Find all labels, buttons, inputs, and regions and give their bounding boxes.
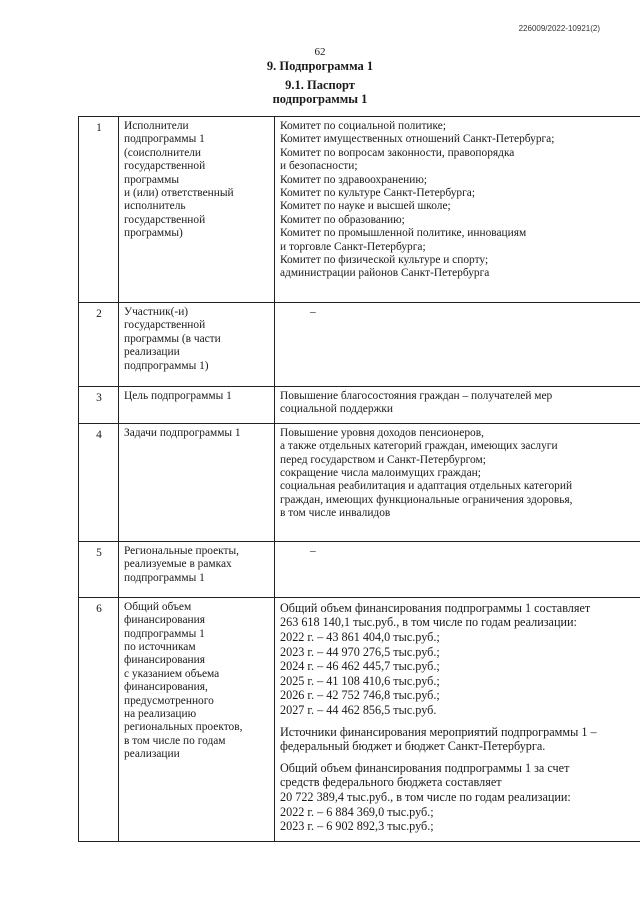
label-line: Цель подпрограммы 1: [124, 390, 232, 402]
value-line: перед государством и Санкт-Петербургом;: [280, 453, 486, 466]
label-line: Региональные проекты,: [124, 544, 240, 557]
label-line: программы): [124, 227, 183, 240]
value-line: 2027 г. – 44 462 856,5 тыс.руб.: [280, 702, 437, 717]
label-line: реализации: [124, 748, 180, 761]
value-line: Комитет по образованию;: [280, 213, 405, 226]
value-line: Комитет по культуре Санкт-Петербурга;: [280, 187, 476, 200]
label-line: предусмотренного: [124, 694, 214, 707]
label-line: исполнитель: [124, 200, 186, 213]
label-line: Исполнители: [124, 120, 189, 132]
label-line: Задачи подпрограммы 1: [124, 426, 241, 439]
label-line: государственной: [124, 160, 206, 173]
row-number: 4: [79, 423, 119, 541]
passport-heading-line2: подпрограммы 1: [272, 92, 368, 106]
value-line: –: [310, 544, 316, 557]
value-line: Комитет имущественных отношений Санкт-Петербурга;: [280, 133, 555, 146]
value-line: Источники финансирования мероприятий подпрограммы 1 –: [280, 724, 597, 739]
value-line: социальной поддержки: [280, 403, 394, 416]
label-line: государственной: [124, 319, 206, 332]
passport-heading-line1: 9.1. Паспорт: [285, 78, 355, 92]
value-line: 2022 г. – 6 884 369,0 тыс.руб.;: [280, 804, 434, 819]
table-row: [79, 117, 640, 303]
value-line: Общий объем финансирования подпрограммы 1 за счет: [280, 760, 570, 775]
label-line: программы: [124, 173, 179, 186]
passport-heading: [0, 78, 640, 106]
value-line: 2026 г. – 42 752 746,8 тыс.руб.;: [280, 688, 440, 703]
label-line: Участник(-и): [124, 306, 189, 318]
section-heading: 9. Подпрограмма 1: [266, 59, 374, 73]
row-value: [275, 387, 640, 424]
page-number: 62: [314, 46, 326, 58]
value-line: –: [310, 306, 316, 318]
row-value: [275, 423, 640, 541]
row-number: 5: [79, 541, 119, 597]
row-number: 3: [79, 387, 119, 424]
label-line: и (или) ответственный: [124, 187, 234, 200]
value-line: в том числе инвалидов: [280, 507, 391, 520]
value-line: сокращение числа малоимущих граждан;: [280, 467, 481, 480]
value-line: 2023 г. – 6 902 892,3 тыс.руб.;: [280, 819, 434, 834]
label-line: государственной: [124, 213, 206, 226]
value-line: Комитет по вопросам законности, правопорядка: [280, 146, 515, 159]
row-value: [275, 597, 640, 841]
row-label: [119, 117, 275, 303]
label-line: реализуемые в рамках: [124, 558, 232, 571]
value-line: 2025 г. – 41 108 410,6 тыс.руб.;: [280, 673, 440, 688]
value-line: Комитет по здравоохранению;: [280, 173, 428, 186]
row-label: [119, 303, 275, 387]
row-label: [119, 597, 275, 841]
label-line: реализации: [124, 346, 180, 359]
value-line: и безопасности;: [280, 160, 358, 173]
value-line: 263 618 140,1 тыс.руб., в том числе по годам реализации:: [280, 615, 577, 630]
row-number: 1: [79, 117, 119, 303]
value-line: Комитет по промышленной политике, инновациям: [280, 227, 527, 240]
label-line: (соисполнители: [124, 146, 202, 159]
row-value: [275, 541, 640, 597]
value-line: федеральный бюджет и бюджет Санкт-Петербурга.: [280, 739, 546, 754]
row-label: [119, 423, 275, 541]
label-line: подпрограммы 1: [124, 571, 205, 584]
row-label: [119, 541, 275, 597]
label-line: Общий объем: [124, 600, 192, 613]
value-line: 20 722 389,4 тыс.руб., в том числе по годам реализации:: [280, 789, 571, 804]
passport-table: [78, 116, 640, 842]
row-label: [119, 387, 275, 424]
row-value: [275, 117, 640, 303]
document-id: 226009/2022-10921(2): [518, 24, 600, 33]
value-line: Повышение благосостояния граждан – получателей мер: [280, 390, 553, 402]
table-row: [79, 541, 640, 597]
table-row: [79, 597, 640, 841]
label-line: региональных проектов,: [124, 721, 243, 734]
value-line: Комитет по социальной политике;: [280, 120, 446, 132]
label-line: финансирования: [124, 654, 205, 667]
value-line: и торговле Санкт-Петербурга;: [280, 240, 426, 253]
value-line: 2023 г. – 44 970 276,5 тыс.руб.;: [280, 644, 440, 659]
row-number: 6: [79, 597, 119, 841]
value-line: Общий объем финансирования подпрограммы 1 составляет: [280, 600, 591, 615]
table-row: [79, 303, 640, 387]
label-line: финансирования,: [124, 681, 208, 694]
value-line: социальная реабилитация и адаптация отдельных категорий: [280, 480, 573, 493]
label-line: подпрограммы 1): [124, 359, 209, 372]
label-line: подпрограммы 1: [124, 133, 205, 146]
label-line: финансирования: [124, 614, 205, 627]
value-line: средств федерального бюджета составляет: [280, 775, 502, 790]
value-line: граждан, имеющих функциональные ограничения здоровья,: [280, 493, 573, 506]
label-line: программы (в части: [124, 332, 221, 345]
label-line: по источникам: [124, 641, 196, 654]
value-line: Комитет по науке и высшей школе;: [280, 200, 451, 213]
label-line: с указанием объема: [124, 667, 220, 680]
value-line: Комитет по физической культуре и спорту;: [280, 254, 489, 267]
label-line: подпрограммы 1: [124, 627, 205, 640]
value-line: администрации районов Санкт-Петербурга: [280, 267, 490, 280]
value-line: Повышение уровня доходов пенсионеров,: [280, 426, 484, 439]
table-row: [79, 387, 640, 424]
row-number: 2: [79, 303, 119, 387]
row-value: [275, 303, 640, 387]
label-line: на реализацию: [124, 708, 197, 721]
value-line: 2022 г. – 43 861 404,0 тыс.руб.;: [280, 630, 440, 644]
value-line: а также отдельных категорий граждан, имеющих заслуги: [280, 440, 558, 453]
table-row: [79, 423, 640, 541]
value-line: 2024 г. – 46 462 445,7 тыс.руб.;: [280, 659, 440, 674]
label-line: в том числе по годам: [124, 734, 226, 747]
